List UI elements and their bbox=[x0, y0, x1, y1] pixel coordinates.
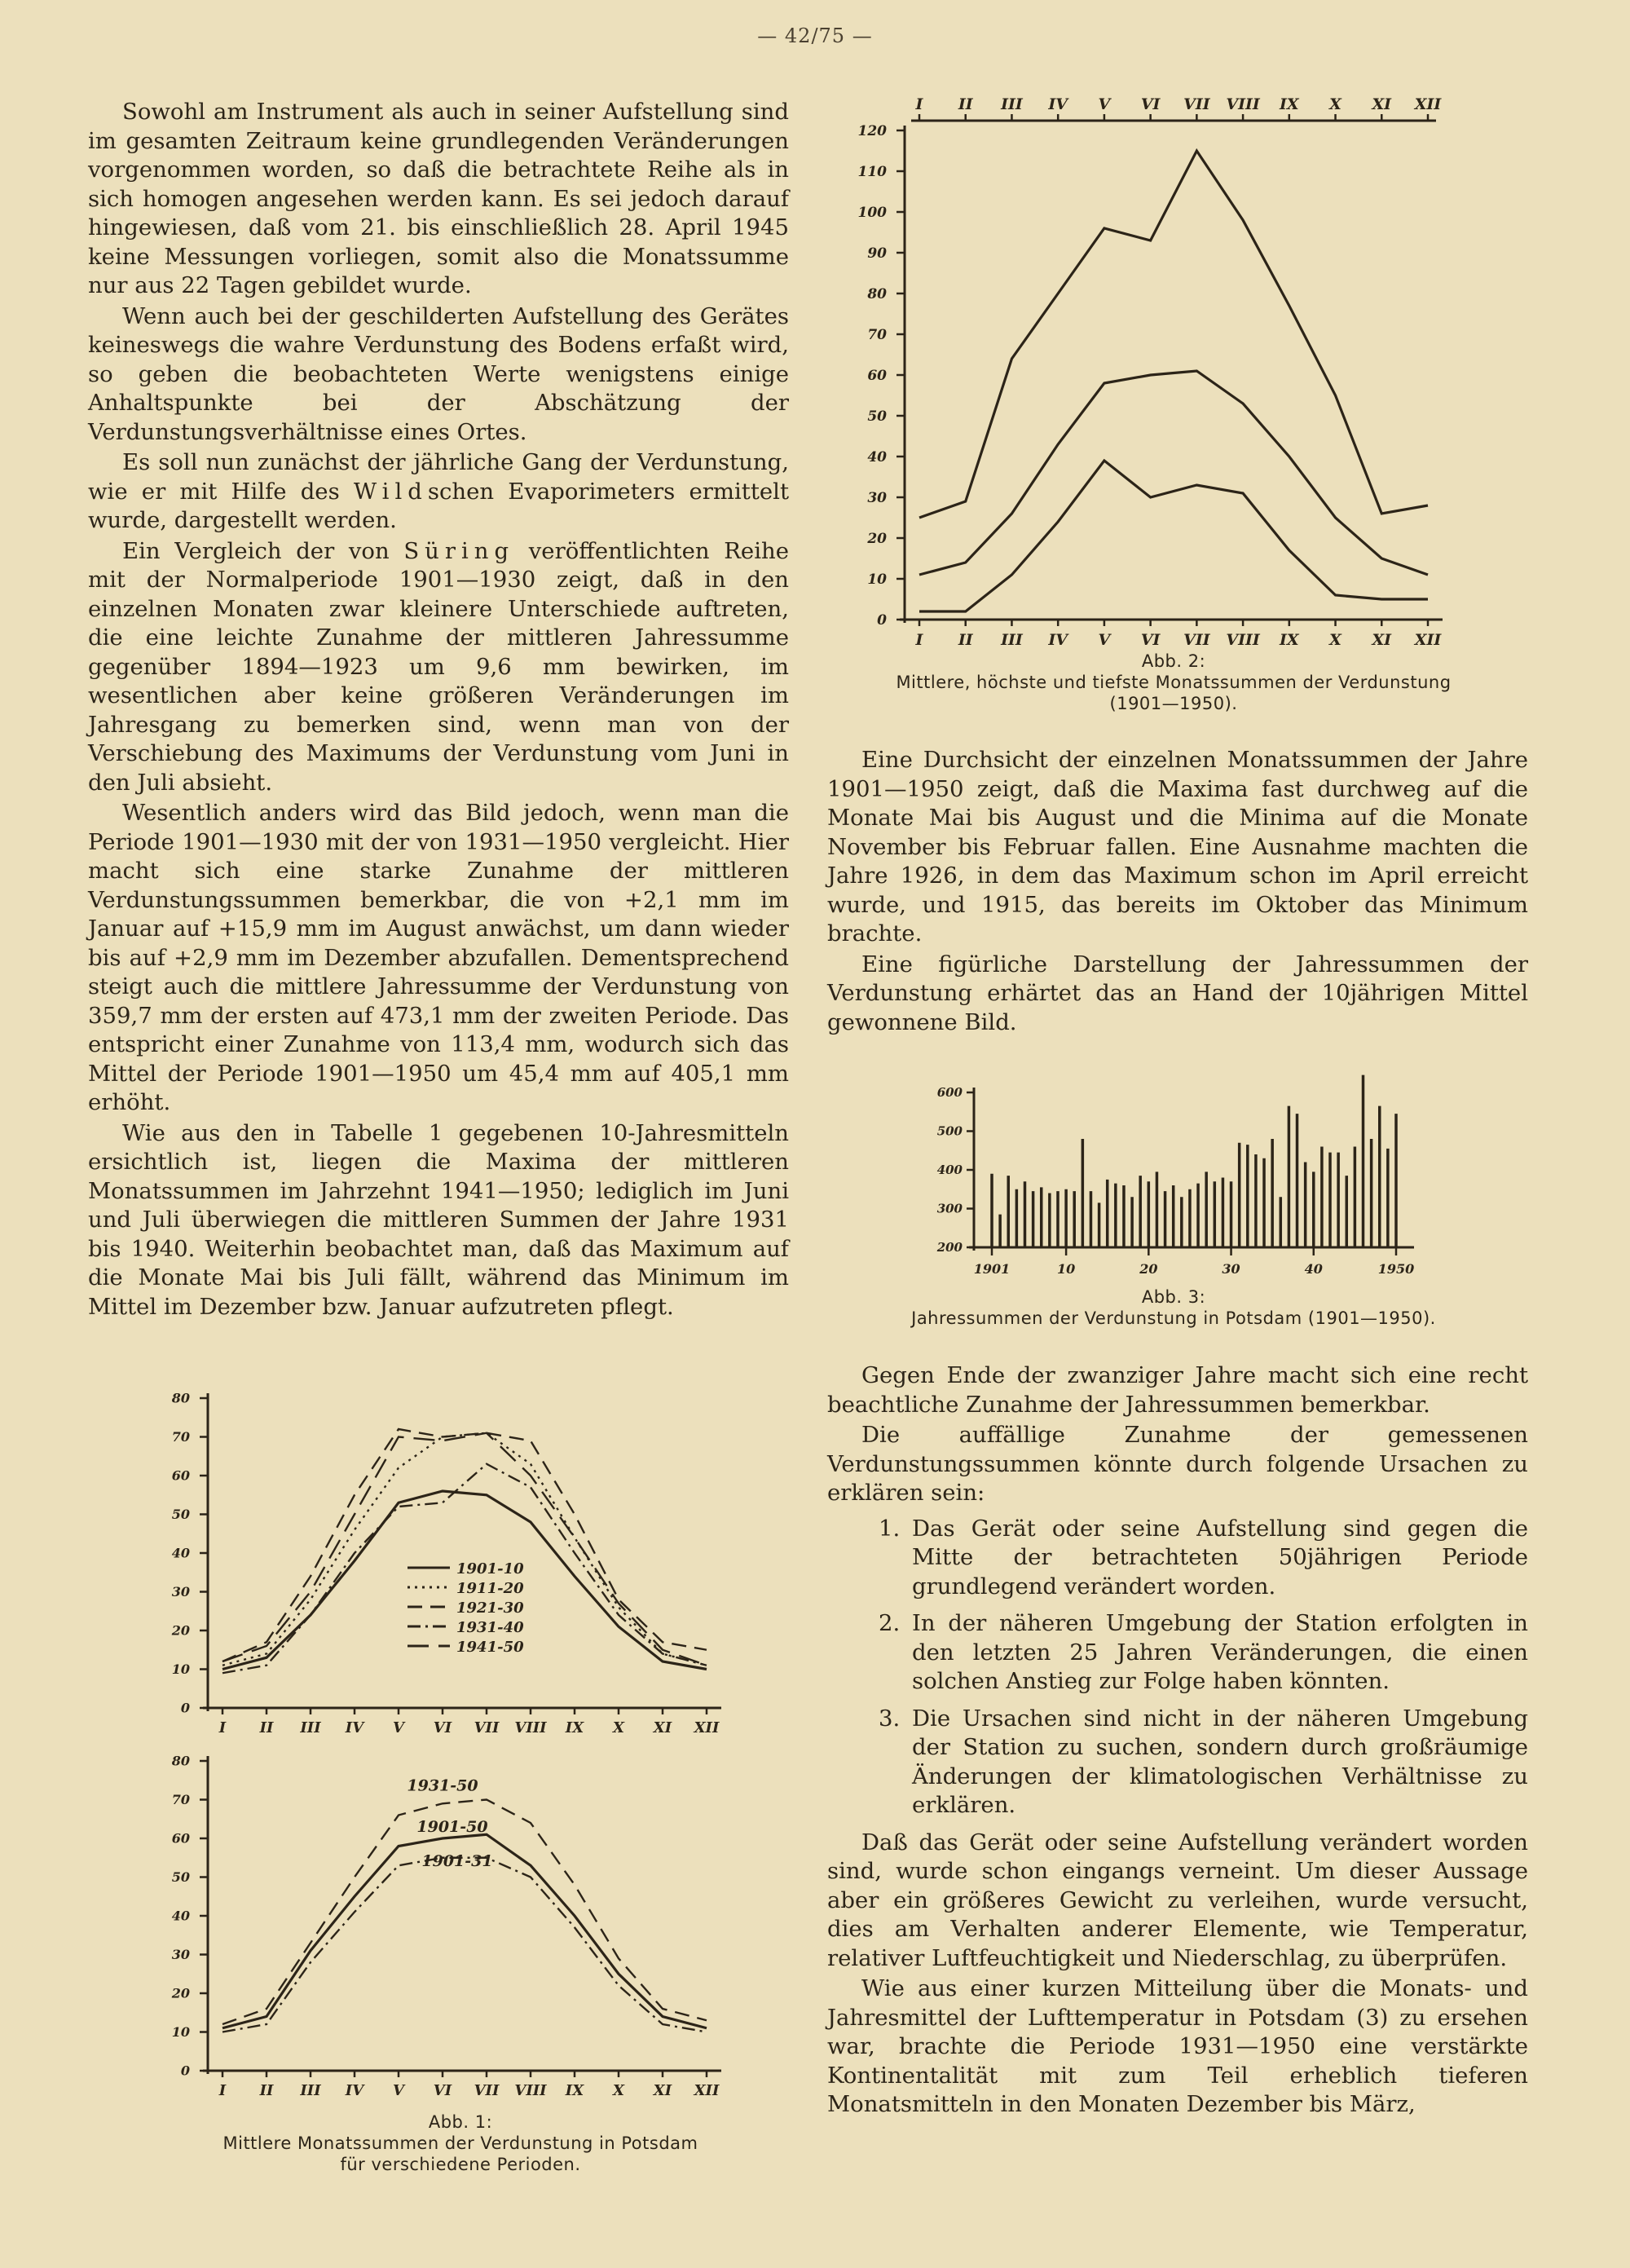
y-tick-label: 10 bbox=[171, 1661, 190, 1678]
y-tick-label: 50 bbox=[171, 1507, 190, 1523]
y-tick-label: 20 bbox=[171, 1622, 190, 1639]
x-tick-label: XII bbox=[694, 1719, 720, 1736]
abb2-chart bbox=[856, 95, 1475, 655]
x-tick-label: III bbox=[300, 2082, 321, 2099]
x-tick-label: VIII bbox=[1226, 631, 1260, 649]
x-tick-label: 30 bbox=[1222, 1261, 1240, 1277]
x-tick-label: 40 bbox=[1304, 1261, 1323, 1277]
list-item: 3. Die Ursachen sind nicht in der näheren Umgebung der Station zu suchen, sondern durch großräumige Änderungen der klimatologischen Verhältnisse zu erklären. bbox=[907, 1705, 1528, 1820]
x-tick-label: V bbox=[393, 2082, 404, 2099]
right-text-column bbox=[827, 1361, 1528, 2121]
x-tick-label: VIII bbox=[514, 1719, 547, 1736]
x-tick-label: 20 bbox=[1139, 1261, 1158, 1277]
y-tick-label: 200 bbox=[936, 1240, 963, 1255]
y-tick-label: 40 bbox=[171, 1908, 190, 1924]
x-tick-label: IV bbox=[345, 2082, 364, 2099]
caption-title: Abb. 3: bbox=[1141, 1287, 1206, 1307]
caption-line: (1901—1950). bbox=[1109, 694, 1238, 713]
y-tick-label: 0 bbox=[180, 2063, 190, 2079]
left-text-column bbox=[88, 98, 789, 1323]
y-tick-label: 70 bbox=[171, 1792, 190, 1808]
y-tick-label: 120 bbox=[857, 122, 887, 139]
x-tick-label: XI bbox=[1372, 631, 1392, 649]
paragraph: Wenn auch bei der geschilderten Aufstellung des Gerätes keineswegs die wahre Verdunstung des Bodens erfaßt wird, so geben die beobachteten Werte wenigstens einige Anhaltspunkte bei der Abschätzung der Verdunstungsverhältnisse eines Ortes. bbox=[88, 302, 789, 445]
y-tick-label: 0 bbox=[180, 1700, 190, 1716]
x-tick-label: VI bbox=[1140, 631, 1161, 649]
legend-label: 1931-40 bbox=[456, 1619, 524, 1636]
caption-title: Abb. 2: bbox=[1141, 651, 1206, 671]
top-tick-label: VI bbox=[1140, 95, 1161, 113]
cause-list bbox=[827, 1515, 1528, 1820]
x-tick-label: IX bbox=[565, 2082, 584, 2099]
series-line-tiefste bbox=[919, 461, 1428, 611]
x-tick-label: IV bbox=[345, 1719, 364, 1736]
paragraph: Sowohl am Instrument als auch in seiner Aufstellung sind im gesamten Zeitraum keine grundlegenden Veränderungen vorgenommen worden, so daß die betrachtete Reihe als in sich homogen angesehen werden kann. Es sei jedoch darauf hingewiesen, daß vom 21. bis einschließlich 28. April 1945 keine Messungen vorliegen, somit also die Monatssumme nur aus 22 Tagen gebildet wurde. bbox=[88, 99, 789, 298]
legend-label: 1921-30 bbox=[456, 1600, 524, 1617]
y-tick-label: 80 bbox=[171, 1753, 190, 1769]
x-tick-label: XII bbox=[694, 2082, 720, 2099]
series-line-höchste bbox=[919, 151, 1428, 518]
x-tick-label: II bbox=[259, 1719, 274, 1736]
top-tick-label: IV bbox=[1048, 95, 1068, 113]
upper-right-text bbox=[827, 746, 1528, 1039]
y-tick-label: 30 bbox=[171, 1584, 190, 1600]
series-label: 1931-50 bbox=[407, 1776, 478, 1795]
y-tick-label: 300 bbox=[936, 1201, 963, 1216]
x-tick-label: X bbox=[613, 1719, 624, 1736]
abb3-svg bbox=[917, 1076, 1438, 1280]
x-tick-label: XII bbox=[1414, 631, 1442, 649]
y-tick-label: 110 bbox=[857, 163, 887, 180]
top-tick-label: XII bbox=[1414, 95, 1442, 113]
y-tick-label: 30 bbox=[171, 1947, 190, 1963]
x-tick-label: II bbox=[958, 631, 973, 649]
y-tick-label: 80 bbox=[171, 1390, 190, 1406]
x-tick-label: I bbox=[218, 2082, 227, 2099]
x-tick-label: 1901 bbox=[973, 1261, 1011, 1277]
caption-title: Abb. 1: bbox=[428, 2112, 493, 2132]
y-tick-label: 40 bbox=[867, 448, 887, 466]
y-tick-label: 60 bbox=[171, 1467, 190, 1484]
y-tick-label: 40 bbox=[171, 1545, 190, 1561]
y-tick-label: 20 bbox=[867, 530, 887, 547]
list-item: 2. In der näheren Umgebung der Station erfolgten in den letzten 25 Jahren Veränderungen, die einen solchen Anstieg zur Folge haben könnten. bbox=[907, 1609, 1528, 1697]
page-number: — 42/75 — bbox=[757, 24, 873, 47]
x-tick-label: VII bbox=[474, 2082, 500, 2099]
top-tick-label: I bbox=[915, 95, 923, 113]
paragraph: Wie aus den in Tabelle 1 gegebenen 10-Jahresmitteln ersichtlich ist, liegen die Maxima der mittleren Monatssummen im Jahrzehnt 1941—1950; lediglich im Juni und Juli überwiegen die mittleren Summen der Jahre 1931 bis 1940. Weiterhin beobachtet man, daß das Maximum auf die Monate Mai bis Juli fällt, während das Minimum im Mittel im Dezember bzw. Januar aufzutreten pflegt. bbox=[88, 1119, 789, 1320]
y-tick-label: 50 bbox=[867, 408, 887, 425]
y-tick-label: 70 bbox=[171, 1429, 190, 1445]
y-tick-label: 60 bbox=[171, 1830, 190, 1847]
paragraph: Daß das Gerät oder seine Aufstellung verändert worden sind, wurde schon eingangs verneint. Um dieser Aussage aber ein größeres Gewicht zu verleihen, wurde versucht, dies am Verhalten anderer Elemente, wie Temperatur, relativer Luftfeuchtigkeit und Niederschlag, zu überprüfen. bbox=[827, 1829, 1528, 1971]
y-tick-label: 10 bbox=[867, 571, 887, 588]
x-tick-label: X bbox=[613, 2082, 624, 2099]
y-tick-label: 80 bbox=[867, 285, 887, 302]
x-tick-label: VI bbox=[433, 2082, 452, 2099]
abb1-caption bbox=[122, 2111, 799, 2175]
abb3-caption bbox=[815, 1286, 1532, 1329]
paragraph: Gegen Ende der zwanziger Jahre macht sich eine recht beachtliche Zunahme der Jahressummen bemerkbar. bbox=[827, 1362, 1528, 1418]
x-tick-label: IX bbox=[565, 1719, 584, 1736]
x-tick-label: III bbox=[1001, 631, 1023, 649]
caption-line: für verschiedene Perioden. bbox=[340, 2155, 581, 2174]
x-tick-label: VIII bbox=[514, 2082, 547, 2099]
x-tick-label: V bbox=[1098, 631, 1111, 649]
legend-label: 1901-10 bbox=[456, 1560, 524, 1577]
y-tick-label: 500 bbox=[936, 1123, 963, 1139]
y-tick-label: 400 bbox=[936, 1163, 963, 1177]
abb1-bottom-chart bbox=[159, 1745, 746, 2107]
paragraph: Eine Durchsicht der einzelnen Monatssummen der Jahre 1901—1950 zeigt, daß die Maxima fast durchweg auf die Monate Mai bis August und die Minima auf die Monate November bis Februar fallen. Eine Ausnahme machten die Jahre 1926, in dem das Maximum schon im April erreicht wurde, und 1915, das bereits im Oktober das Minimum brachte. bbox=[827, 747, 1528, 946]
top-tick-label: X bbox=[1329, 95, 1341, 113]
y-tick-label: 30 bbox=[867, 489, 887, 506]
abb1-top-chart bbox=[159, 1382, 746, 1736]
x-tick-label: VI bbox=[433, 1719, 452, 1736]
x-tick-label: I bbox=[915, 631, 923, 649]
abb3-chart bbox=[917, 1076, 1438, 1283]
legend-label: 1911-20 bbox=[456, 1580, 524, 1597]
y-tick-label: 20 bbox=[171, 1985, 190, 2001]
caption-line: Jahressummen der Verdunstung in Potsdam (1901—1950). bbox=[911, 1308, 1436, 1328]
x-tick-label: V bbox=[393, 1719, 404, 1736]
paragraph: Wie aus einer kurzen Mitteilung über die Monats- und Jahresmittel der Lufttemperatur in Potsdam (3) zu ersehen war, brachte die Periode 1931—1950 eine verstärkte Kontinentalität mit zum Teil erheblich tieferen Monatsmitteln in den Monaten Dezember bis März, bbox=[827, 1975, 1528, 2117]
y-tick-label: 90 bbox=[867, 245, 887, 262]
top-tick-label: V bbox=[1098, 95, 1111, 113]
paragraph: Ein Vergleich der von Süring veröffentlichten Reihe mit der Normalperiode 1901—1930 zeigt, daß in den einzelnen Monaten zwar kleinere Unterschiede auftreten, die eine leichte Zunahme der mittleren Jahressumme gegenüber 1894—1923 um 9,6 mm bewirken, im wesentlichen aber keine größeren Veränderungen im Jahresgang zu bemerken sind, wenn man von der Verschiebung des Maximums der Verdunstung vom Juni in den Juli absieht. bbox=[88, 537, 789, 796]
top-tick-label: III bbox=[1001, 95, 1023, 113]
abb2-caption bbox=[815, 651, 1532, 714]
paragraph: Wesentlich anders wird das Bild jedoch, wenn man die Periode 1901—1930 mit der von 1931—1950 vergleicht. Hier macht sich eine starke Zunahme der mittleren Verdunstungssummen bemerkbar, die von +2,1 mm im Januar auf +15,9 mm im August anwächst, um dann wieder bis auf +2,9 mm im Dezember abzufallen. Dementsprechend steigt auch die mittlere Jahressumme der Verdunstung von 359,7 mm der ersten auf 473,1 mm der zweiten Periode. Das entspricht einer Zunahme von 113,4 mm, wodurch sich das Mittel der Periode 1901—1950 um 45,4 mm auf 405,1 mm erhöht. bbox=[88, 800, 789, 1115]
paragraph: Eine figürliche Darstellung der Jahressummen der Verdunstung erhärtet das an Hand der 10jährigen Mittel gewonnene Bild. bbox=[827, 951, 1528, 1035]
series-label: 1901-31 bbox=[421, 1851, 493, 1870]
x-tick-label: 1950 bbox=[1377, 1261, 1415, 1277]
top-tick-label: IX bbox=[1279, 95, 1299, 113]
caption-line: Mittlere, höchste und tiefste Monatssummen der Verdunstung bbox=[896, 673, 1452, 692]
list-item: 1. Das Gerät oder seine Aufstellung sind gegen die Mitte der betrachteten 50jährigen Periode grundlegend verändert worden. bbox=[907, 1515, 1528, 1602]
series-label: 1901-50 bbox=[416, 1818, 488, 1836]
abb2-svg bbox=[856, 95, 1475, 652]
x-tick-label: 10 bbox=[1056, 1261, 1076, 1277]
abb1-bottom-svg bbox=[159, 1745, 746, 2103]
abb1-top-svg bbox=[159, 1382, 746, 1736]
paragraph: Es soll nun zunächst der jährliche Gang der Verdunstung, wie er mit Hilfe des Wildschen Evaporimeters ermittelt wurde, dargestellt werden. bbox=[88, 449, 789, 533]
top-tick-label: II bbox=[958, 95, 973, 113]
x-tick-label: II bbox=[259, 2082, 274, 2099]
y-tick-label: 10 bbox=[171, 2024, 190, 2041]
x-tick-label: VII bbox=[474, 1719, 500, 1736]
x-tick-label: IX bbox=[1279, 631, 1299, 649]
caption-line: Mittlere Monatssummen der Verdunstung in Potsdam bbox=[222, 2133, 698, 2153]
top-tick-label: VII bbox=[1183, 95, 1210, 113]
y-tick-label: 0 bbox=[877, 611, 887, 629]
x-tick-label: VII bbox=[1183, 631, 1210, 649]
x-tick-label: I bbox=[218, 1719, 227, 1736]
paragraph: Die auffällige Zunahme der gemessenen Verdunstungssummen könnte durch folgende Ursachen zu erklären sein: bbox=[827, 1422, 1528, 1506]
x-tick-label: XI bbox=[653, 2082, 672, 2099]
top-tick-label: VIII bbox=[1226, 95, 1260, 113]
y-tick-label: 100 bbox=[857, 204, 887, 221]
x-tick-label: XI bbox=[653, 1719, 672, 1736]
series-line-1901-31 bbox=[222, 1858, 707, 2032]
legend-label: 1941-50 bbox=[456, 1639, 524, 1656]
top-tick-label: XI bbox=[1372, 95, 1392, 113]
y-tick-label: 60 bbox=[867, 367, 887, 384]
y-tick-label: 600 bbox=[936, 1085, 963, 1100]
x-tick-label: III bbox=[300, 1719, 321, 1736]
y-tick-label: 70 bbox=[867, 326, 887, 343]
x-tick-label: X bbox=[1329, 631, 1341, 649]
series-line-mittlere bbox=[919, 371, 1428, 575]
y-tick-label: 50 bbox=[171, 1869, 190, 1886]
x-tick-label: IV bbox=[1048, 631, 1068, 649]
